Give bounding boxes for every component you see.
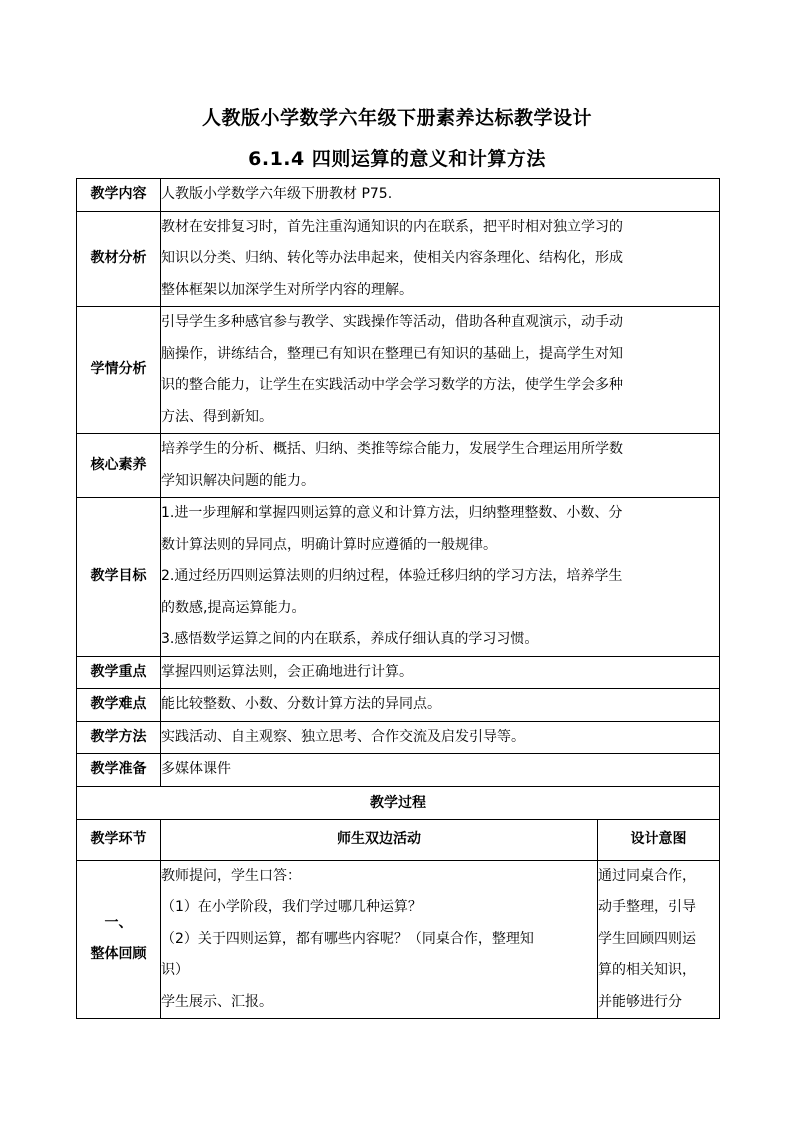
- process-row-review: [77, 860, 720, 1019]
- text-line: 数计算法则的异同点，明确计算时应遵循的一般规律。: [161, 536, 497, 553]
- text-line: 教材在安排复习时，首先注重沟通知识的内在联系，把平时相对独立学习的: [161, 218, 623, 235]
- row-text: 能比较整数、小数、分数计算方法的异同点。: [161, 689, 720, 722]
- stage-cell: [77, 860, 161, 1019]
- text-line: 学知识解决问题的能力。: [161, 472, 315, 489]
- row-label: 核心素养: [77, 434, 161, 498]
- text-line: 整体框架以加深学生对所学内容的理解。: [161, 281, 413, 298]
- text-line: （2）关于四则运算，都有哪些内容呢？（同桌合作，整理知: [161, 930, 534, 947]
- row-label: 教材分析: [77, 211, 161, 307]
- row-label: 教学难点: [77, 689, 161, 722]
- text-line: 3.感悟数学运算之间的内在联系，养成仔细认真的学习习惯。: [161, 631, 539, 647]
- text-line: 学生展示、汇报。: [161, 993, 273, 1010]
- text-line: 1.进一步理解和掌握四则运算的意义和计算方法，归纳整理整数、小数、分: [161, 505, 623, 521]
- row-text: 人教版小学数学六年级下册教材 P75.: [161, 179, 720, 212]
- text-line: 算的相关知识，: [598, 962, 696, 978]
- text-line: 动手整理，引导: [598, 899, 696, 915]
- intent-cell: [598, 860, 720, 1019]
- row-content: [77, 179, 720, 212]
- stage-name: 整体回顾: [90, 946, 147, 963]
- stage-number: 一、: [104, 914, 133, 931]
- lesson-plan-table: [76, 178, 720, 1019]
- row-text: [161, 498, 720, 657]
- text-line: 教师提问，学生口答：: [161, 867, 301, 884]
- process-header-row: [77, 786, 720, 819]
- text-line: 通过同桌合作，: [598, 867, 696, 884]
- text-line: 2.通过经历四则运算法则的归纳过程，体验迁移归纳的学习方法，培养学生: [161, 568, 623, 584]
- row-goals: [77, 498, 720, 657]
- row-students: [77, 307, 720, 434]
- text-line: 方法、得到新知。: [161, 408, 273, 425]
- text-line: 识）: [161, 962, 189, 978]
- activity-cell: [161, 860, 598, 1019]
- row-label: 教学重点: [77, 656, 161, 689]
- row-text: [161, 434, 720, 498]
- text-line: 知识以分类、归纳、转化等办法串起来，使相关内容条理化、结构化，形成: [161, 250, 623, 266]
- row-text: [161, 211, 720, 307]
- row-text: 实践活动、自主观察、独立思考、合作交流及启发引导等。: [161, 721, 720, 754]
- text-line: 脑操作，讲练结合，整理已有知识在整理已有知识的基础上，提高学生对知: [161, 345, 623, 362]
- row-label: 教学内容: [77, 179, 161, 212]
- text-line: 的数感,提高运算能力。: [161, 599, 306, 616]
- text-line: 培养学生的分析、概括、归纳、类推等综合能力，发展学生合理运用所学数: [161, 441, 623, 457]
- row-core: [77, 434, 720, 498]
- row-text: [161, 307, 720, 434]
- process-columns-row: [77, 819, 720, 860]
- row-method: [77, 721, 720, 754]
- text-line: 引导学生多种感官参与教学、实践操作等活动，借助各种直观演示，动手动: [161, 314, 623, 330]
- row-text: 掌握四则运算法则，会正确地进行计算。: [161, 656, 720, 689]
- process-header: 教学过程: [77, 786, 720, 819]
- row-prep: [77, 754, 720, 787]
- column-header-activity: 师生双边活动: [161, 819, 598, 860]
- text-line: （1）在小学阶段，我们学过哪几种运算？: [161, 899, 422, 915]
- column-header-intent: 设计意图: [598, 819, 720, 860]
- row-analysis: [77, 211, 720, 307]
- row-label: 教学方法: [77, 721, 161, 754]
- text-line: 并能够进行分: [598, 993, 682, 1010]
- text-line: 学生回顾四则运: [598, 930, 696, 947]
- row-text: 多媒体课件: [161, 754, 720, 787]
- column-header-stage: 教学环节: [77, 819, 161, 860]
- document-title: 人教版小学数学六年级下册素养达标教学设计: [201, 107, 592, 129]
- row-label: 教学准备: [77, 754, 161, 787]
- row-label: 学情分析: [77, 307, 161, 434]
- row-focus: [77, 656, 720, 689]
- row-label: 教学目标: [77, 498, 161, 657]
- lesson-title: 6.1.4 四则运算的意义和计算方法: [248, 148, 546, 170]
- text-line: 识的整合能力，让学生在实践活动中学会学习数学的方法，使学生学会多种: [161, 377, 623, 393]
- row-difficulty: [77, 689, 720, 722]
